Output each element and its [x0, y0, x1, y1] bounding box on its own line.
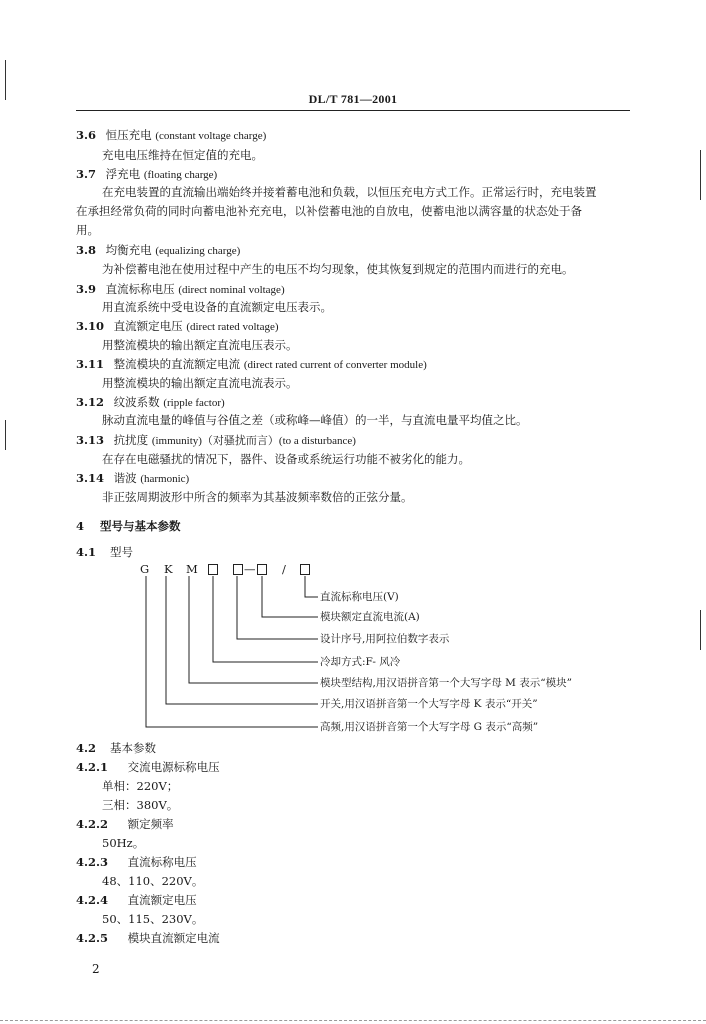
section-title-en: (direct rated voltage) — [186, 321, 279, 333]
section-3-6-body: 充电电压维持在恒定值的充电。 — [102, 148, 263, 162]
section-title-en: (floating charge) — [143, 169, 218, 181]
section-3-9-body: 用直流系统中受电设备的直流额定电压表示。 — [102, 300, 332, 314]
section-number: 3.14 — [76, 471, 105, 485]
section-title: 恒压充电 — [105, 128, 152, 142]
section-number: 3.7 — [76, 167, 97, 181]
section-number: 3.9 — [76, 282, 97, 296]
param-number: 4.2.5 — [76, 931, 109, 945]
section-title: 纹波系数 — [113, 395, 160, 409]
param-4-2-1-body-1: 单相：220V； — [102, 779, 179, 793]
model-letter-k: K — [164, 562, 173, 576]
section-title: 直流额定电压 — [113, 319, 183, 333]
scan-edge-mark — [700, 610, 701, 650]
section-title-en: (direct rated current of converter module) — [243, 359, 427, 371]
section-3-7-body-line1: 在充电装置的直流输出端始终并接着蓄电池和负载，以恒压充电方式工作。正常运行时，充电装置 — [102, 185, 597, 199]
section-3-12-body: 脉动直流电量的峰值与谷值之差（或称峰—峰值）的一半，与直流电量平均值之比。 — [102, 413, 528, 427]
param-number: 4.2.3 — [76, 855, 109, 869]
section-title-en: (direct nominal voltage) — [178, 284, 285, 296]
param-4-2-4-heading — [76, 893, 197, 907]
section-title-en: (constant voltage charge) — [155, 130, 267, 142]
model-label-switch: 开关,用汉语拼音第一个大写字母 K 表示“开关” — [320, 698, 538, 710]
param-title: 交流电源标称电压 — [127, 760, 220, 774]
section-3-8-body: 为补偿蓄电池在使用过程中产生的电压不均匀现象，使其恢复到规定的范围内而进行的充电。 — [102, 262, 574, 276]
model-label-cooling: 冷却方式:F- 风冷 — [320, 656, 401, 668]
model-label-design-serial: 设计序号,用阿拉伯数字表示 — [320, 633, 450, 645]
section-3-11-body: 用整流模块的输出额定直流电流表示。 — [102, 376, 298, 390]
param-title: 模块直流额定电流 — [127, 931, 220, 945]
param-number: 4.2.1 — [76, 760, 109, 774]
model-label-high-freq: 高频,用汉语拼音第一个大写字母 G 表示“高频” — [320, 721, 539, 733]
section-title: 抗扰度 — [113, 433, 149, 447]
scan-edge-mark — [700, 150, 701, 200]
section-3-7-body-line3: 用。 — [76, 223, 99, 237]
chapter-title: 型号与基本参数 — [100, 519, 181, 533]
param-4-2-3-body: 48、110、220V。 — [102, 874, 204, 888]
section-number: 3.12 — [76, 395, 105, 409]
section-number: 3.10 — [76, 319, 105, 333]
section-title-en: (equalizing charge) — [155, 245, 241, 257]
section-3-13-body: 在存在电磁骚扰的情况下，器件、设备或系统运行功能不被劣化的能力。 — [102, 452, 470, 466]
section-title: 谐波 — [113, 471, 137, 485]
section-number: 3.6 — [76, 128, 97, 142]
param-4-2-2-heading — [76, 817, 174, 831]
page-header: DL/T 781—2001 — [308, 92, 398, 106]
model-dash: — — [244, 562, 256, 576]
section-title: 直流标称电压 — [105, 282, 175, 296]
chapter-number: 4 — [76, 519, 85, 533]
scan-bottom-edge — [0, 1020, 706, 1021]
param-4-2-4-body: 50、115、230V。 — [102, 912, 204, 926]
section-3-14-body: 非正弦周期波形中所含的频率为其基波频率数倍的正弦分量。 — [102, 490, 413, 504]
page-number: 2 — [92, 962, 100, 976]
param-4-2-1-body-2: 三相：380V。 — [102, 798, 179, 812]
section-title: 基本参数 — [110, 741, 157, 755]
param-4-2-1-heading — [76, 760, 220, 774]
model-label-nominal-voltage: 直流标称电压(V) — [320, 591, 399, 603]
section-3-10-body: 用整流模块的输出额定直流电压表示。 — [102, 338, 298, 352]
param-number: 4.2.2 — [76, 817, 109, 831]
section-number: 4.1 — [76, 545, 97, 559]
param-title: 额定频率 — [127, 817, 174, 831]
model-label-rated-current: 模块额定直流电流(A) — [320, 611, 420, 623]
section-title-en: (immunity)（对骚扰而言）(to a disturbance) — [151, 435, 356, 447]
param-title: 直流标称电压 — [127, 855, 197, 869]
section-title: 均衡充电 — [105, 243, 152, 257]
param-title: 直流额定电压 — [127, 893, 197, 907]
section-title: 型号 — [110, 545, 134, 559]
section-number: 3.11 — [76, 357, 105, 371]
section-title: 浮充电 — [105, 167, 141, 181]
section-3-7-body-line2: 在承担经常负荷的同时向蓄电池补充充电，以补偿蓄电池的自放电，使蓄电池以满容量的状态处于备 — [76, 204, 582, 218]
scan-edge-mark — [5, 60, 6, 100]
section-number: 4.2 — [76, 741, 97, 755]
param-4-2-5-heading — [76, 931, 220, 945]
model-letter-m: M — [186, 562, 198, 576]
section-number: 3.8 — [76, 243, 97, 257]
scan-edge-mark — [5, 420, 6, 450]
model-slash: / — [282, 562, 286, 576]
param-number: 4.2.4 — [76, 893, 109, 907]
section-title: 整流模块的直流额定电流 — [113, 357, 241, 371]
model-label-module: 模块型结构,用汉语拼音第一个大写字母 M 表示“模块” — [320, 677, 572, 689]
section-4-2-heading — [76, 741, 156, 755]
section-title-en: (ripple factor) — [163, 397, 225, 409]
model-letter-g: G — [140, 562, 150, 576]
param-4-2-2-body: 50Hz。 — [102, 836, 145, 850]
section-number: 3.13 — [76, 433, 105, 447]
section-title-en: (harmonic) — [140, 473, 190, 485]
param-4-2-3-heading — [76, 855, 197, 869]
